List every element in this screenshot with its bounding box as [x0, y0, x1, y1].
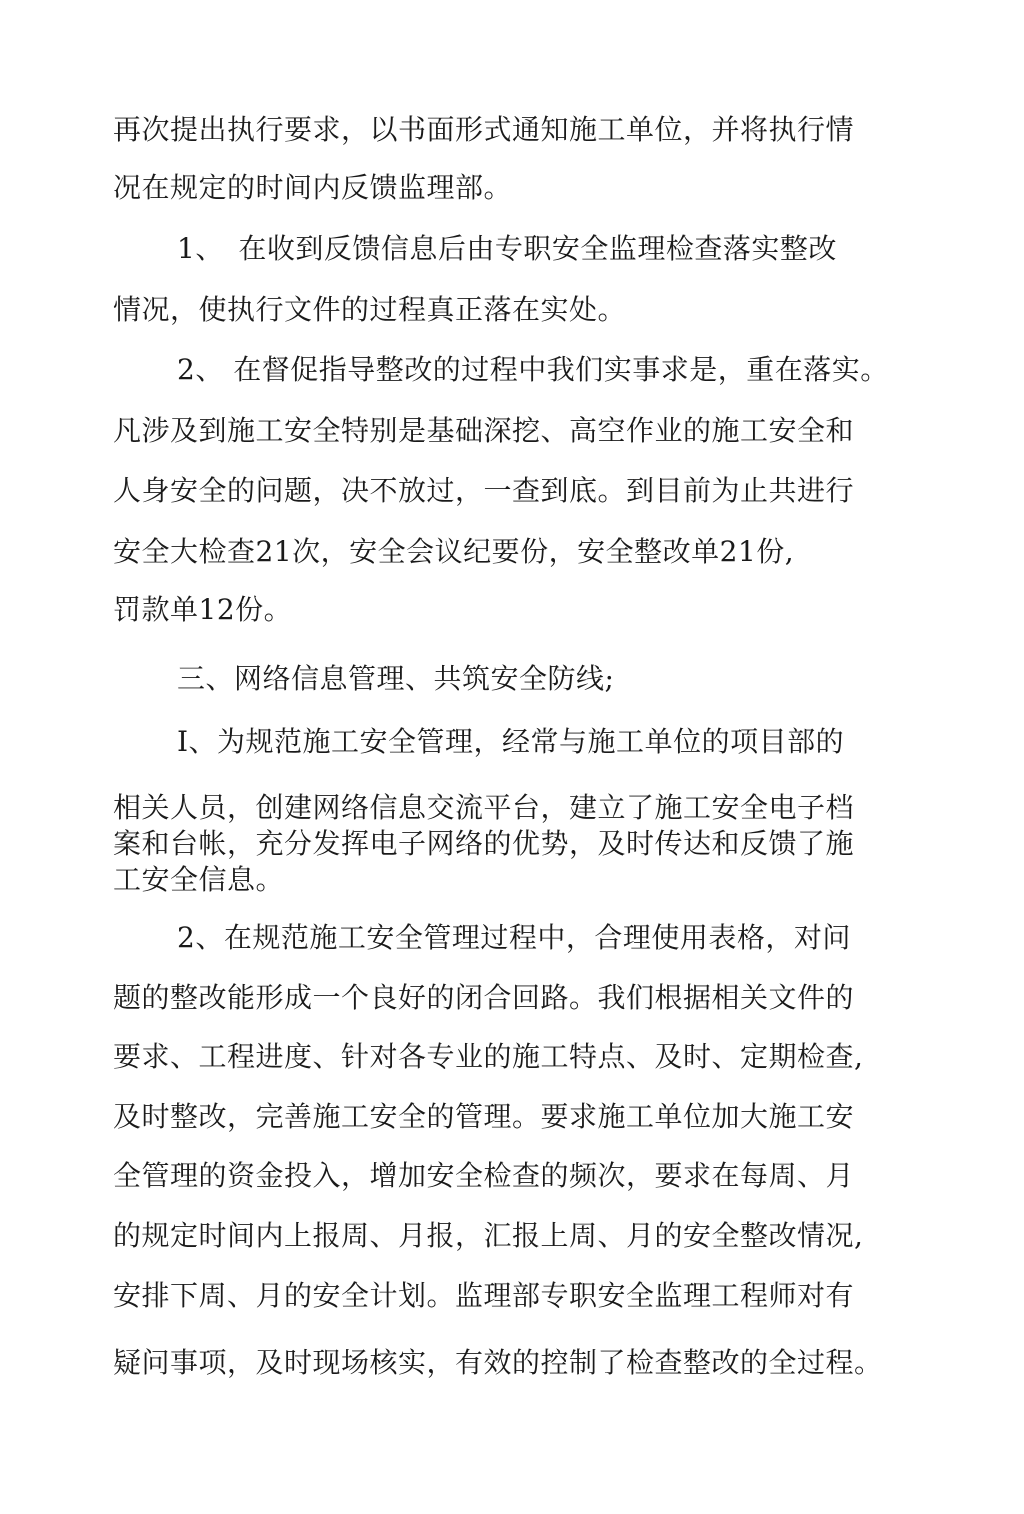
- text-line: 况在规定的时间内反馈监理部。: [113, 171, 513, 204]
- text-line: 情况，使执行文件的过程真正落在实处。: [113, 293, 627, 326]
- text-line: 罚款单12份。: [113, 593, 293, 626]
- list-item-text: 2、在规范施工安全管理过程中，合理使用表格，对问: [177, 921, 851, 954]
- text-line: 案和台帐，充分发挥电子网络的优势，及时传达和反馈了施: [113, 827, 855, 860]
- text-line: 工安全信息。: [113, 863, 285, 896]
- text-line: 再次提出执行要求，以书面形式通知施工单位，并将执行情: [113, 113, 855, 146]
- text-line: 的规定时间内上报周、月报，汇报上周、月的安全整改情况,: [113, 1219, 864, 1252]
- text-line: 凡涉及到施工安全特别是基础深挖、高空作业的施工安全和: [113, 414, 855, 447]
- section-heading: 三、网络信息管理、共筑安全防线;: [177, 662, 615, 695]
- text-line: 人身安全的问题，决不放过，一查到底。到目前为止共进行: [113, 474, 855, 507]
- text-line: 相关人员，创建网络信息交流平台，建立了施工安全电子档: [113, 791, 855, 824]
- text-line: 及时整改，完善施工安全的管理。要求施工单位加大施工安: [113, 1100, 855, 1133]
- text-line: 安全大检查21次，安全会议纪要份，安全整改单21份,: [113, 535, 795, 568]
- list-item-text: 1、 在收到反馈信息后由专职安全监理检查落实整改: [177, 232, 837, 265]
- list-item-text: 2、 在督促指导整改的过程中我们实事求是，重在落实。: [177, 353, 889, 386]
- text-line: 要求、工程进度、针对各专业的施工特点、及时、定期检查,: [113, 1040, 864, 1073]
- text-line: 全管理的资金投入，增加安全检查的频次，要求在每周、月: [113, 1159, 855, 1192]
- text-line: 疑问事项，及时现场核实，有效的控制了检查整改的全过程。: [113, 1346, 883, 1379]
- text-line: 安排下周、月的安全计划。监理部专职安全监理工程师对有: [113, 1279, 855, 1312]
- text-line: 题的整改能形成一个良好的闭合回路。我们根据相关文件的: [113, 981, 855, 1014]
- list-item-text: I、为规范施工安全管理，经常与施工单位的项目部的: [177, 725, 845, 758]
